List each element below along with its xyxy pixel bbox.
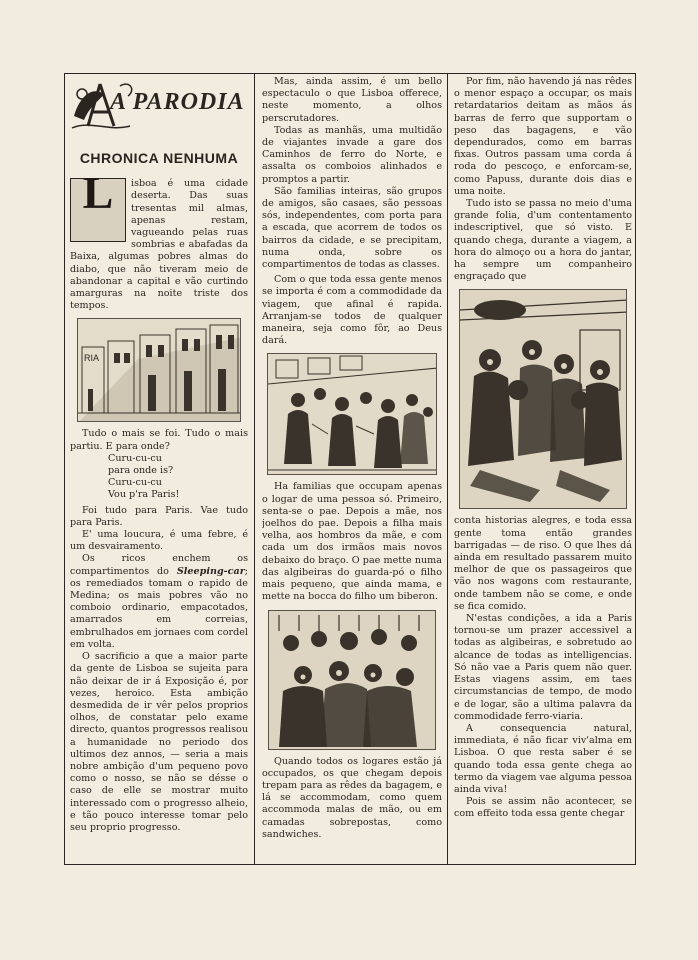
paragraph: Com o que toda essa gente menos se importa é com a commodidade da viagem, que afinal é rapida. Arranjam-se todos de qualquer maneira, seja como fôr, ao Deus dará. — [262, 274, 442, 347]
paragraph: Todas as manhãs, uma multidão de viajantes invade a gare dos Caminhos de ferro do Norte, e assalta os comboios alinhados e promptos a partir. — [262, 124, 442, 185]
text-run: ; os remediados tomam o rapido de Medina; os mais pobres vão no comboio ordinario, empacotados, amarrados em correias, embrulhados em jornaes com cordel em volta. — [70, 565, 248, 650]
paragraph: Foi tudo para Paris. Vae tudo para Paris. — [70, 504, 248, 528]
paragraph: isboa é uma cidade deserta. Das suas tresentas mil almas, apenas restam, vagueando pelas ruas sombrias e abafadas da Baixa, algumas pobres almas do diabo, que não tiveram meio de abandonar a capital e vão curtindo amarguras na noite triste dos tempos. — [70, 178, 248, 312]
column-rule — [447, 73, 448, 865]
paragraph: Tudo o mais se foi. Tudo o mais partiu. E para onde? — [70, 428, 248, 452]
illustration-street — [77, 318, 241, 422]
verse-line: para onde is? — [108, 465, 174, 477]
column-2 — [262, 76, 442, 862]
paragraph: Tudo isto se passa no meio d'uma grande folia, d'um contentamento indescriptivel, que só visto. E quando chega, durante a viagem, a hora do almoço ou a hora do jantar, ha sempre um companheiro engraçado que — [454, 198, 632, 283]
illustration-jolly-passengers — [459, 289, 627, 509]
paragraph: E' uma loucura, é uma febre, é um desvairamento. — [70, 529, 248, 553]
paragraph: Mas, ainda assim, é um bello espectaculo o que Lisboa offerece, neste momento, a olhos perscrutadores. — [262, 76, 442, 124]
paragraph: O sacrificio a que a maior parte da gente de Lisboa se sujeita para não deixar de ir á Exposição é, por vezes, heroico. Esta ambição desmedida de ir vêr pelos proprios olhos, de constatar pelo exame directo, quantos progressos realisou a humanidade no periodo dos ultimos dez annos, — seria a mais nobre ambição d'um pequeno povo como o nosso, se não se désse o caso de elle se mostrar muito interessado com o progresso alheio, e tão pouco interesse tomar pelo seu proprio progresso. — [70, 651, 248, 833]
paragraph: N'estas condições, a ida a Paris tornou-se um prazer accessivel a todas as algibeiras, e sobretudo ao alcance de todas as intelligencias. Só não vae a Paris quem não quer. Estas viagens assim, em taes circumstancias de tempo, de modo e de logar, são a ultima palavra da commodidade ferro-viaria. — [454, 613, 632, 722]
illustration-packed-compartment — [268, 610, 436, 750]
illustration-train-crowd — [267, 353, 437, 475]
dropcap-letter: L — [82, 167, 114, 219]
paragraph: Por fim, não havendo já nas rêdes o menor espaço a occupar, os mais retardatarios deitam as mãos ás barras de ferro que supportam o peso das bagagens, e vão dependurados, como em barras fixas. Outros passam uma corda á roda do pescoço, e enforcam-se, como Papuss, durante dois dias e uma noite. — [454, 76, 632, 197]
masthead-logo — [70, 76, 248, 136]
verse-line: Vou p'ra Paris! — [108, 489, 180, 501]
paragraph: Pois se assim não acontecer, se com effeito toda essa gente chegar — [454, 796, 632, 820]
verse-line: Curu-cu-cu — [108, 477, 162, 489]
column-3 — [454, 76, 632, 862]
logo-text: A PARODIA — [110, 89, 245, 115]
column-rule — [254, 73, 255, 865]
paragraph: conta historias alegres, e toda essa gente toma então grandes barrigadas — de riso. O que lhes dá ainda em resultado passarem muito melhor de que os passageiros que vão nos wagons com restaurante, onde tambem não se come, e onde se fica comido. — [454, 515, 632, 612]
paragraph — [70, 553, 248, 651]
paragraph: São familias inteiras, são grupos de amigos, são casaes, são pessoas sós, independentes, com porta para a escada, que acorrem de todos os bairros da cidade, e se precipitam, numa onda, sobre os compartimentos de todas as classes. — [262, 185, 442, 271]
verse-line: Curu-cu-cu — [108, 452, 162, 464]
svg-text:RIA: RIA — [84, 353, 100, 364]
paragraph: A consequencia natural, immediata, é não ficar viv'alma em Lisboa. O que resta saber é se quando toda essa gente chega ao termo da viagem vae alguma pessoa ainda viva! — [454, 722, 632, 795]
paragraph: Quando todos os logares estão já occupados, os que chegam depois trepam para as rêdes da bagagem, e lá se accommodam, como quem accommoda malas de mão, ou em camadas sobrepostas, como sandwiches. — [262, 755, 442, 840]
column-1 — [70, 76, 248, 862]
paragraph: Ha familias que occupam apenas o logar de uma pessoa só. Primeiro, senta-se o pae. Depois a mãe, nos joelhos do pae. Depois a filha mais velha, aos hombros da mãe, e com cada um dos irmãos mais novos debaixo do braço. O pae mette numa das algibeiras do guarda-pó o filho mais pequeno, que ainda mama, e mette na bocca do filho um biberon. — [262, 481, 442, 603]
article-heading: CHRONICA NENHUMA — [79, 150, 239, 166]
emphasis: Sleeping-car — [176, 565, 245, 577]
text-run: Os ricos enchem os compartimentos do — [70, 553, 248, 577]
dropcap — [70, 167, 126, 242]
